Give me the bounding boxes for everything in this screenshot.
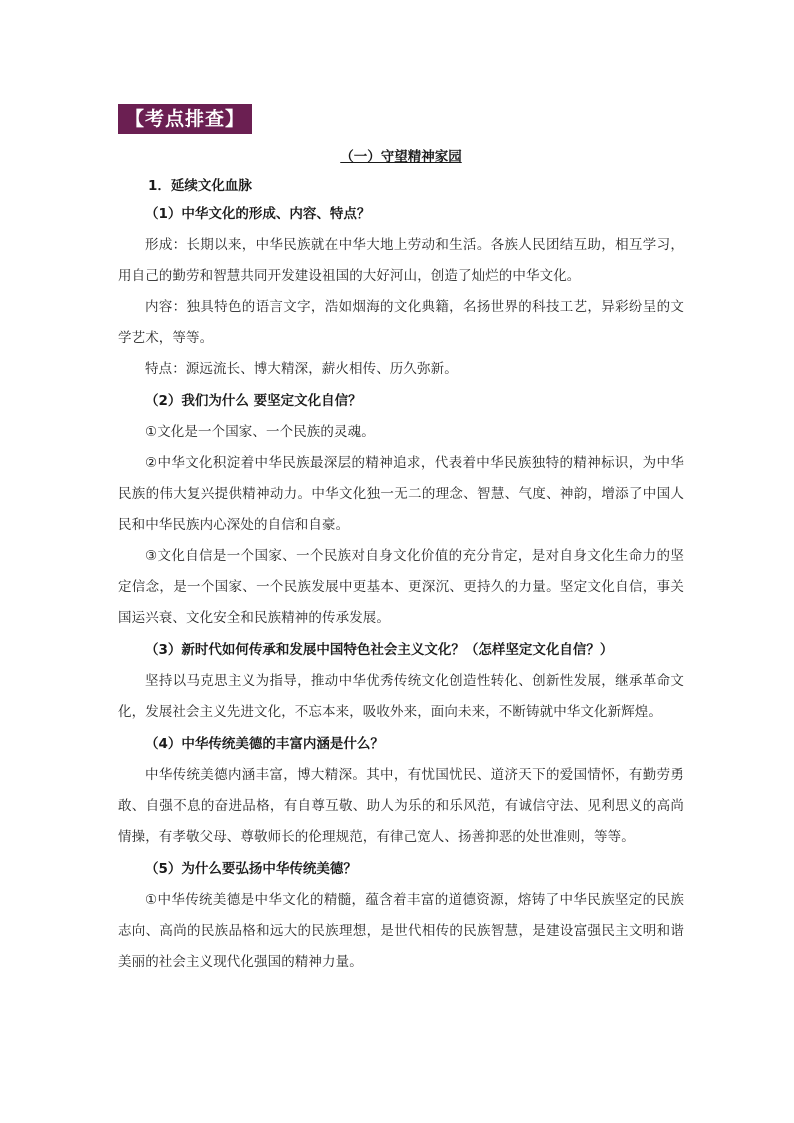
q5-point-1: ①中华传统美德是中华文化的精髓，蕴含着丰富的道德资源，熔铸了中华民族坚定的民族志向、高尚的民族品格和远大的民族理想，是世代相传的民族智慧，是建设富强民主文明和谐美丽的社会主义现代化强国的精神力量。 [118,892,684,970]
question-2-title: （2）我们为什么 要坚定文化自信？ [145,393,362,409]
q1-formation-paragraph: 形成：长期以来，中华民族就在中华大地上劳动和生活。各族人民团结互助，相互学习，用自己的勤劳和智慧共同开发建设祖国的大好河山，创造了灿烂的中华文化。 [118,237,684,284]
question-1-title: （1）中华文化的形成、内容、特点？ [145,206,371,222]
q2-point-3: ③文化自信是一个国家、一个民族对自身文化价值的充分肯定，是对自身文化生命力的坚定信念，是一个国家、一个民族发展中更基本、更深沉、更持久的力量。坚定文化自信，事关国运兴衰、文化安全和民族精神的传承发展。 [118,548,684,626]
heading-extend-culture: 1．延续文化血脉 [148,178,252,194]
section-banner: 【考点排查】 [118,104,252,134]
section-title: （一）守望精神家园 [340,149,462,165]
q2-point-2: ②中华文化积淀着中华民族最深层的精神追求，代表着中华民族独特的精神标识，为中华民族的伟大复兴提供精神动力。中华文化独一无二的理念、智慧、气度、神韵，增添了中国人民和中华民族内心深处的自信和自豪。 [118,455,684,533]
q1-features-paragraph: 特点：源远流长、博大精深，薪火相传、历久弥新。 [145,361,458,377]
q3-answer-paragraph: 坚持以马克思主义为指导，推动中华优秀传统文化创造性转化、创新性发展，继承革命文化，发展社会主义先进文化，不忘本来，吸收外来，面向未来，不断铸就中华文化新辉煌。 [118,673,684,720]
question-5-title: （5）为什么要弘扬中华传统美德？ [145,861,357,877]
q4-answer-paragraph: 中华传统美德内涵丰富，博大精深。其中，有忧国忧民、道济天下的爱国情怀，有勤劳勇敢、自强不息的奋进品格，有自尊互敬、助人为乐的和乐风范，有诚信守法、见利思义的高尚情操，有孝敬父母、尊敬师长的伦理规范，有律己宽人、扬善抑恶的处世准则，等等。 [118,767,684,845]
q1-content-paragraph: 内容：独具特色的语言文字，浩如烟海的文化典籍，名扬世界的科技工艺，异彩纷呈的文学艺术，等等。 [118,299,684,346]
document-page [118,104,684,978]
question-4-title: （4）中华传统美德的丰富内涵是什么？ [145,736,384,752]
question-3-title: （3）新时代如何传承和发展中国特色社会主义文化？（怎样坚定文化自信？） [145,642,614,658]
q2-point-1: ①文化是一个国家、一个民族的灵魂。 [145,424,375,440]
